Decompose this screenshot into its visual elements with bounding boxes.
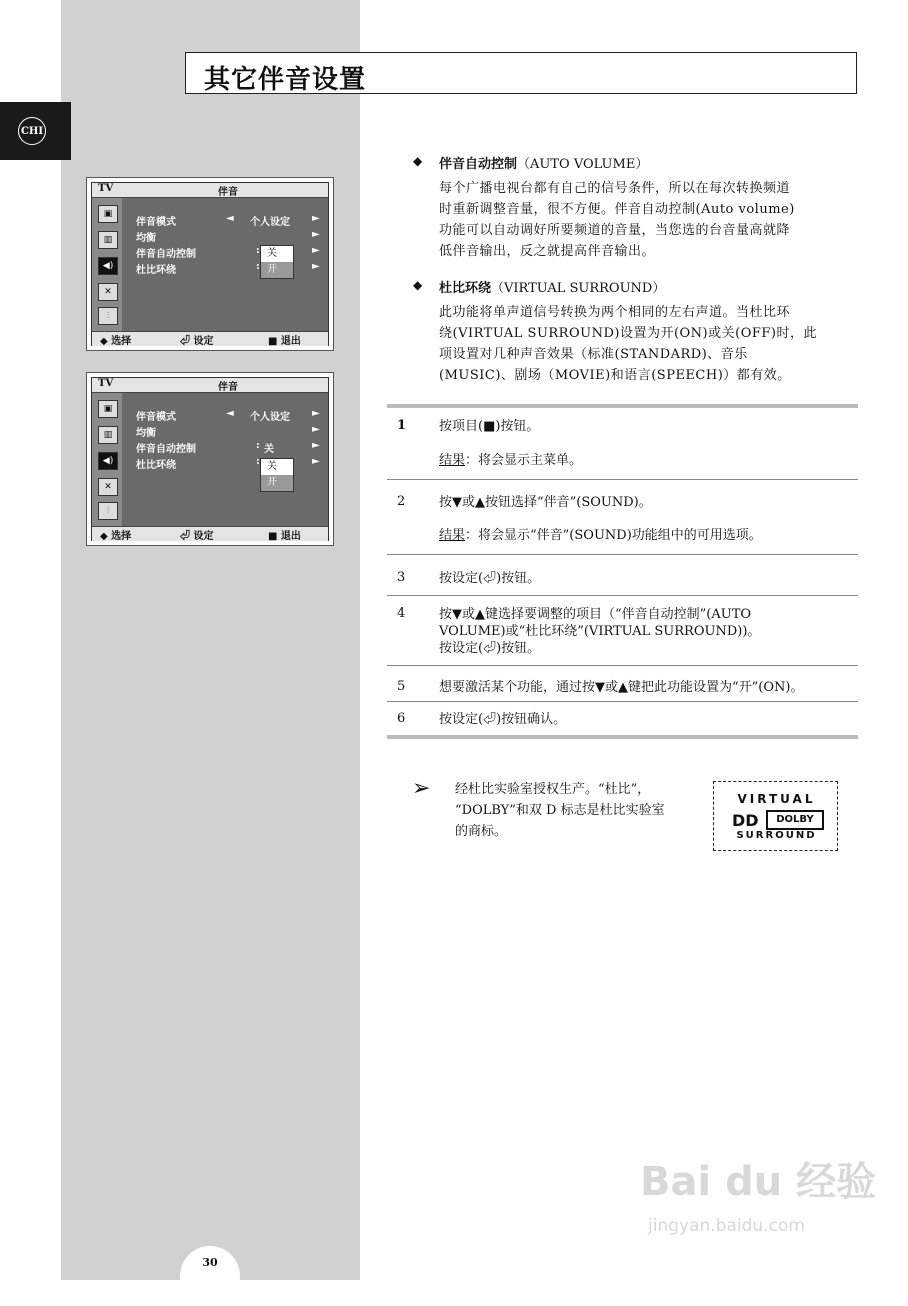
osd-tv-label: TV [98, 378, 114, 389]
right-arrow-icon: ► [312, 408, 320, 419]
right-arrow-icon: ► [312, 456, 320, 467]
osd-row-auto-volume [136, 440, 326, 454]
equalizer-bars-icon: ▥ [98, 426, 118, 444]
osd-row-value: 个人设定 [250, 412, 290, 423]
table-top-rule [387, 404, 858, 408]
double-d-icon: DD [732, 811, 759, 830]
osd-row-auto-volume [136, 245, 326, 259]
osd-colon: : [256, 440, 260, 451]
osd-row-equalizer [136, 229, 326, 243]
row-divider [387, 595, 858, 596]
step-number: 6 [397, 711, 406, 726]
diamond-bullet-icon: ◆ [413, 154, 423, 168]
right-arrow-icon: ► [312, 424, 320, 435]
language-tab [0, 102, 71, 160]
left-arrow-icon: ◄ [226, 408, 234, 419]
section-virtual-surround-heading [439, 277, 665, 296]
note-line: 的商标。 [455, 824, 508, 839]
section-heading-rest: （VIRTUAL SURROUND） [491, 281, 666, 296]
equalizer-bars-icon: ▥ [98, 231, 118, 249]
osd-row-value: 个人设定 [250, 217, 290, 228]
picture-icon: ▣ [98, 205, 118, 223]
osd-popup [260, 245, 294, 279]
osd-row-virtual-surround [136, 456, 326, 470]
step-number: 5 [397, 679, 406, 694]
result-text: ：将会显示“伴音”(SOUND)功能组中的可用选项。 [465, 528, 762, 543]
row-divider [387, 665, 858, 666]
paragraph-line: 绕(VIRTUAL SURROUND)设置为开(ON)或关(OFF)时，此 [439, 326, 817, 341]
logo-surround-text: SURROUND [736, 830, 817, 841]
osd-footer-select: ◆ 选择 [100, 336, 132, 347]
osd-colon: : [256, 261, 260, 272]
osd-popup-on: 开 [261, 475, 293, 491]
step-text: 按设定(⏎)按钮确认。 [439, 712, 567, 727]
osd-row-value: 关 [264, 444, 274, 455]
osd-row-label: 均衡 [136, 428, 156, 439]
settings-sliders-icon: ⫶ [98, 502, 118, 520]
diamond-bullet-icon: ◆ [413, 278, 423, 292]
row-divider [387, 479, 858, 480]
step-number: 2 [397, 494, 406, 509]
osd-row-virtual-surround [136, 261, 326, 275]
note-line: “DOLBY”和双 D 标志是杜比实验室 [455, 803, 665, 818]
osd-row-label: 伴音模式 [136, 412, 176, 423]
step-number: 1 [397, 418, 407, 433]
section-auto-volume-heading [439, 153, 648, 172]
section-auto-volume-body [439, 178, 857, 262]
right-arrow-icon: ► [312, 245, 320, 256]
page-number-badge [180, 1246, 240, 1306]
osd-row-label: 伴音模式 [136, 217, 176, 228]
paragraph-line: 低伴音输出，反之就提高伴音输出。 [439, 244, 656, 259]
section-heading-bold: 杜比环绕 [439, 281, 492, 296]
osd-footer-set: ⏎ 设定 [180, 531, 214, 542]
right-arrow-icon: ► [312, 261, 320, 272]
paragraph-line: 每个广播电视台都有自己的信号条件，所以在每次转换频道 [439, 181, 791, 196]
osd-sidebar [92, 378, 122, 526]
osd-colon: : [256, 456, 260, 467]
paragraph-line: (MUSIC)、剧场（MOVIE)和语言(SPEECH)）都有效。 [439, 368, 791, 383]
osd-row-label: 均衡 [136, 233, 156, 244]
osd-row-label: 伴音自动控制 [136, 444, 196, 455]
osd-popup-off: 关 [267, 248, 277, 259]
table-bottom-rule [387, 735, 858, 739]
osd-row-label: 伴音自动控制 [136, 249, 196, 260]
osd-footer [92, 331, 328, 346]
osd-popup [260, 458, 294, 492]
picture-icon: ▣ [98, 400, 118, 418]
osd-sidebar [92, 183, 122, 331]
osd-row-sound-mode [136, 408, 326, 422]
right-arrow-icon: ► [312, 440, 320, 451]
right-arrow-icon: ► [312, 229, 320, 240]
left-arrow-icon: ◄ [226, 213, 234, 224]
osd-screenshot-1 [86, 177, 334, 351]
watermark-brand: Bai du 经验 [640, 1159, 877, 1205]
osd-screenshot-2 [86, 372, 334, 546]
row-divider [387, 554, 858, 555]
paragraph-line: 此功能将单声道信号转换为两个相同的左右声道。当杜比环 [439, 305, 791, 320]
osd-tv-label: TV [98, 183, 114, 194]
osd-footer-exit: ■ 退出 [268, 336, 301, 347]
language-tab-label: CHI [18, 117, 46, 145]
logo-virtual-text: VIRTUAL [737, 792, 816, 806]
trademark-note [455, 779, 710, 842]
osd-footer-select: ◆ 选择 [100, 531, 132, 542]
step-line: VOLUME)或“杜比环绕”(VIRTUAL SURROUND))。 [439, 624, 761, 639]
page-title-box [185, 52, 857, 94]
osd-title: 伴音 [218, 382, 238, 393]
osd-row-label: 杜比环绕 [136, 265, 176, 276]
osd-frame [91, 377, 329, 541]
step-line: 按设定(⏎)按钮。 [439, 641, 541, 656]
page-title: 其它伴音设置 [204, 65, 367, 95]
step-text: 按项目(■)按钮。 [439, 419, 540, 434]
result-label: 结果 [439, 453, 466, 468]
section-heading-rest: （AUTO VOLUME） [517, 157, 649, 172]
antenna-icon: ✕ [98, 283, 118, 301]
osd-popup-on: 开 [261, 262, 293, 278]
result-label: 结果 [439, 528, 466, 543]
section-heading-bold: 伴音自动控制 [439, 157, 518, 172]
osd-colon: : [256, 245, 260, 256]
step-number: 4 [397, 606, 406, 621]
osd-footer-exit: ■ 退出 [268, 531, 301, 542]
step-line: 按▼或▲键选择要调整的项目（“伴音自动控制”(AUTO [439, 607, 752, 622]
osd-footer-set: ⏎ 设定 [180, 336, 214, 347]
paragraph-line: 时重新调整音量，很不方便。伴音自动控制(Auto volume) [439, 202, 795, 217]
antenna-icon: ✕ [98, 478, 118, 496]
osd-header [92, 183, 328, 198]
section-virtual-surround-body [439, 302, 857, 386]
step-text: 按▼或▲按钮选择“伴音”(SOUND)。 [439, 495, 652, 510]
speaker-icon: ◀) [98, 257, 118, 275]
step-text [439, 606, 849, 657]
note-arrow-icon: ➢ [412, 776, 431, 801]
page-number: 30 [202, 1256, 218, 1269]
osd-footer [92, 526, 328, 541]
osd-row-label: 杜比环绕 [136, 460, 176, 471]
logo-dolby-text: DOLBY [766, 810, 824, 830]
step-text: 想要激活某个功能，通过按▼或▲键把此功能设置为“开”(ON)。 [439, 680, 804, 695]
watermark-url: jingyan.baidu.com [648, 1216, 805, 1236]
step-text: 按设定(⏎)按钮。 [439, 571, 541, 586]
dolby-virtual-surround-logo [713, 781, 838, 851]
osd-title: 伴音 [218, 187, 238, 198]
osd-header [92, 378, 328, 393]
settings-sliders-icon: ⫶ [98, 307, 118, 325]
right-arrow-icon: ► [312, 213, 320, 224]
step-result [439, 527, 849, 544]
osd-frame [91, 182, 329, 346]
row-divider [387, 701, 858, 702]
paragraph-line: 项设置对几种声音效果（标准(STANDARD)、音乐 [439, 347, 748, 362]
result-text: ：将会显示主菜单。 [465, 453, 583, 468]
paragraph-line: 功能可以自动调好所要频道的音量，当您选的台音量高就降 [439, 223, 791, 238]
step-number: 3 [397, 570, 406, 585]
note-line: 经杜比实验室授权生产。“杜比”， [455, 782, 651, 797]
osd-row-equalizer [136, 424, 326, 438]
osd-row-sound-mode [136, 213, 326, 227]
step-result [439, 452, 849, 469]
osd-popup-off: 关 [267, 461, 277, 472]
speaker-icon: ◀) [98, 452, 118, 470]
